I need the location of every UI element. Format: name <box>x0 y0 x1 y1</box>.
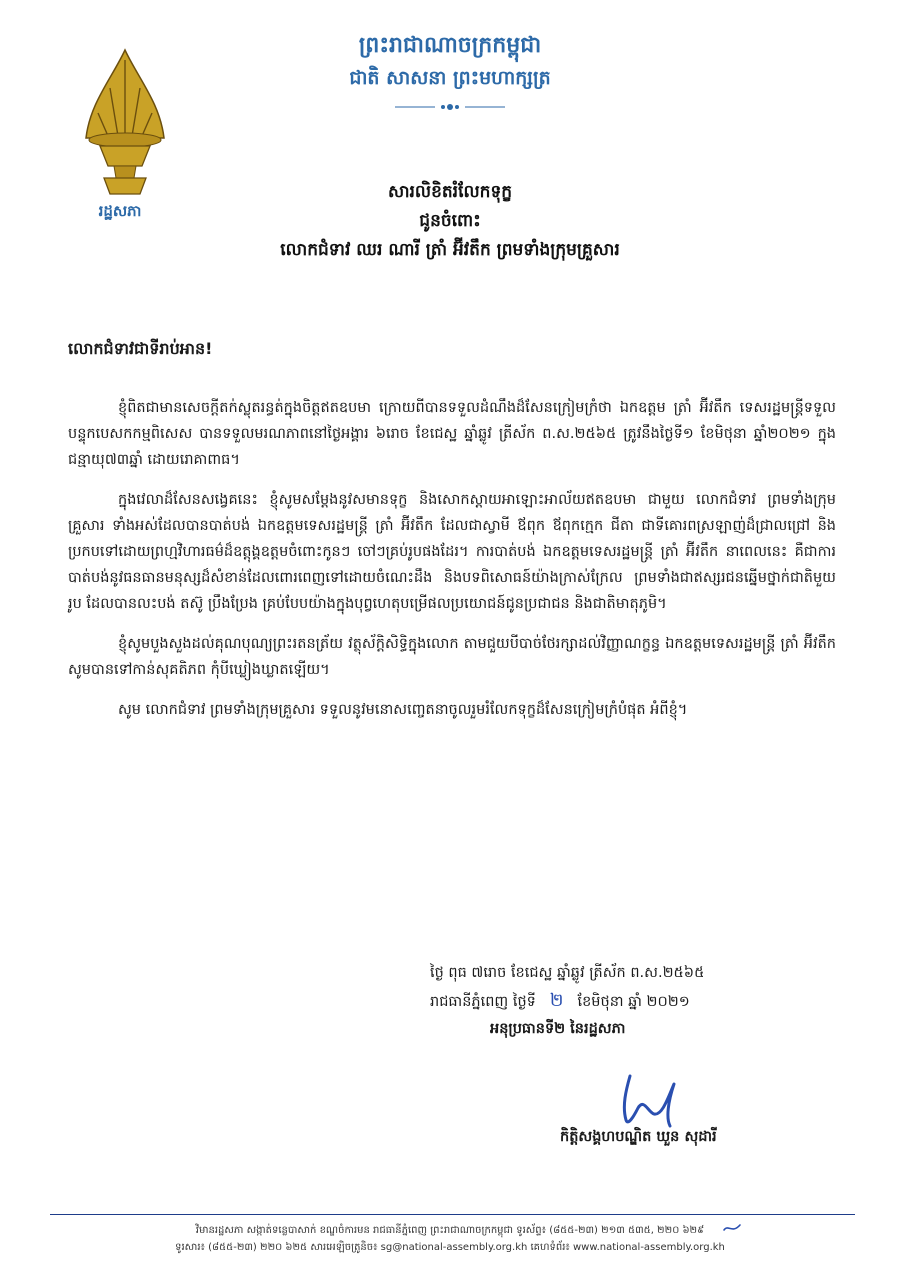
letter-title <box>150 178 750 265</box>
lunar-date: ថ្ងៃ ពុធ ៧រោច ខែជេស្ឋ ឆ្នាំឆ្លូវ ត្រីស័ក ព.ស.២៥៦៥ <box>430 965 705 981</box>
title-addressed-to: ជូនចំពោះ <box>419 211 481 231</box>
signer-name: កិត្តិសង្គហបណ្ឌិត ឃួន សុដារី <box>560 1129 717 1145</box>
paragraph-4: សូម លោកជំទាវ ព្រមទាំងក្រុមគ្រួសារ ទទួលនូវមនោសញ្ចេតនាចូលរួមរំលែកទុក្ខដ៏សែនក្រៀមក្រំបំផុត អំពីខ្ញុំ។ <box>118 702 688 718</box>
signer-position: អនុប្រធានទី២ នៃរដ្ឋសភា <box>490 1021 626 1037</box>
place-suffix: ខែមិថុនា ឆ្នាំ ២០២១ <box>577 994 690 1010</box>
footer-contact <box>100 1222 800 1256</box>
letterhead <box>300 28 600 118</box>
footer-address: វិមានរដ្ឋសភា សង្កាត់ទន្លេបាសាក់ ខណ្ឌចំការមន រាជធានីភ្នំពេញ ព្រះរាជាណាចក្រកម្ពុជា ទូរស័ព្ទ៖ (៨៥៥-២៣) ២១៣ ៥៣៥, ២២០ ៦២៩ <box>195 1225 705 1236</box>
place-prefix: រាជធានីភ្នំពេញ ថ្ងៃទី <box>430 994 536 1010</box>
handwritten-day: ២ <box>549 990 564 1011</box>
footer-fax-email-web: ទូរសារ៖ (៨៥៥-២៣) ២២០ ៦២៥ សារអេឡិចត្រូនិច៖ sg@national-assembly.org.kh គេហទំព័រ៖ www.national-assembly.org.kh <box>175 1242 725 1253</box>
letter-body <box>68 395 836 737</box>
closing-block <box>430 960 830 1043</box>
paragraph-1: ខ្ញុំពិតជាមានសេចក្ដីតក់ស្លុតរន្ធត់ក្នុងចិត្តឥតឧបមា ក្រោយពីបានទទួលដំណឹងដ៏សែនក្រៀមក្រំថា ឯកឧត្តម ត្រាំ អ៊ីវតឹក ទេសរដ្ឋមន្ត្រីទទួលបន្ទុកបេសកកម្មពិសេស បានទទួលមរណភាពនៅថ្ងៃអង្គារ ៦រោច ខែជេស្ឋ ឆ្នាំឆ្លូវ ត្រីស័ក ព.ស.២៥៦៥ ត្រូវនឹងថ្ងៃទី១ ខែមិថុនា ឆ្នាំ២០២១ ក្នុងជន្មាយុ៧៣ឆ្នាំ ដោយរោគាពាធ។ <box>68 400 836 468</box>
title-recipient: លោកជំទាវ ឈរ ណារី ត្រាំ អ៊ីវតឹក ព្រមទាំងក្រុមគ្រួសារ <box>280 240 620 260</box>
national-assembly-emblem-icon <box>80 48 170 198</box>
paragraph-2: ក្នុងវេលាដ៏សែនសង្វេគនេះ ខ្ញុំសូមសម្ដែងនូវសមានទុក្ខ និងសោកស្ដាយអាឡោះអាល័យឥតឧបមា ជាមួយ លោកជំទាវ ព្រមទាំងក្រុមគ្រួសារ ទាំងអស់ដែលបានបាត់បង់ ឯកឧត្តមទេសរដ្ឋមន្ត្រី ត្រាំ អ៊ីវតឹក ដែលជាស្វាមី ឪពុក ឪពុកក្មេក ជីតា ជាទីគោរពស្រឡាញ់ដ៏ជ្រាលជ្រៅ និងប្រកបទៅដោយព្រហ្មវិហារធម៌ដ៏ឧត្តុង្គឧត្តមចំពោះកូនៗ ចៅៗគ្រប់រូបផងដែរ។ ការបាត់បង់ ឯកឧត្តមទេសរដ្ឋមន្ត្រី ត្រាំ អ៊ីវតឹក នាពេលនេះ គឺជាការបាត់បង់នូវធនធានមនុស្សដ៏សំខាន់ដែលពោរពេញទៅដោយចំណេះដឹង និងបទពិសោធន៍យ៉ាងក្រាស់ក្រែល ព្រមទាំងជាឥស្សរជនឆ្នើមថ្នាក់ជាតិមួយរូប ដែលបានលះបង់ តស៊ូ ប្រឹងប្រែង គ្រប់បែបយ៉ាងក្នុងបុព្វហេតុបម្រើផលប្រយោជន៍ជូនប្រជាជន និងជាតិមាតុភូមិ។ <box>68 492 836 612</box>
ornament-divider-icon <box>395 100 505 114</box>
handwritten-signature-icon <box>608 1068 688 1130</box>
kingdom-name: ព្រះរាជាណាចក្រកម្ពុជា <box>358 32 542 58</box>
paragraph-3: ខ្ញុំសូមបួងសួងដល់គុណបុណ្យព្រះរតនត្រ័យ វត្ថុស័ក្តិសិទ្ធិក្នុងលោក តាមជួយបីបាច់ថែរក្សាដល់វិញ្ញាណក្ខន្ធ ឯកឧត្តមទេសរដ្ឋមន្ត្រី ត្រាំ អ៊ីវតឹក សូមបានទៅកាន់សុគតិភព កុំបីឃ្លៀងឃ្លាតឡើយ។ <box>68 636 836 678</box>
footer-stamp-icon <box>722 1222 742 1234</box>
place-and-date <box>430 987 830 1016</box>
institution-label: រដ្ឋសភា <box>98 202 142 220</box>
national-motto: ជាតិ សាសនា ព្រះមហាក្សត្រ <box>349 67 551 89</box>
salutation: លោកជំទាវជាទីរាប់អាន! <box>68 339 213 358</box>
title-condolence: សារលិខិតរំលែកទុក្ខ <box>387 182 513 202</box>
footer-divider <box>50 1214 855 1215</box>
